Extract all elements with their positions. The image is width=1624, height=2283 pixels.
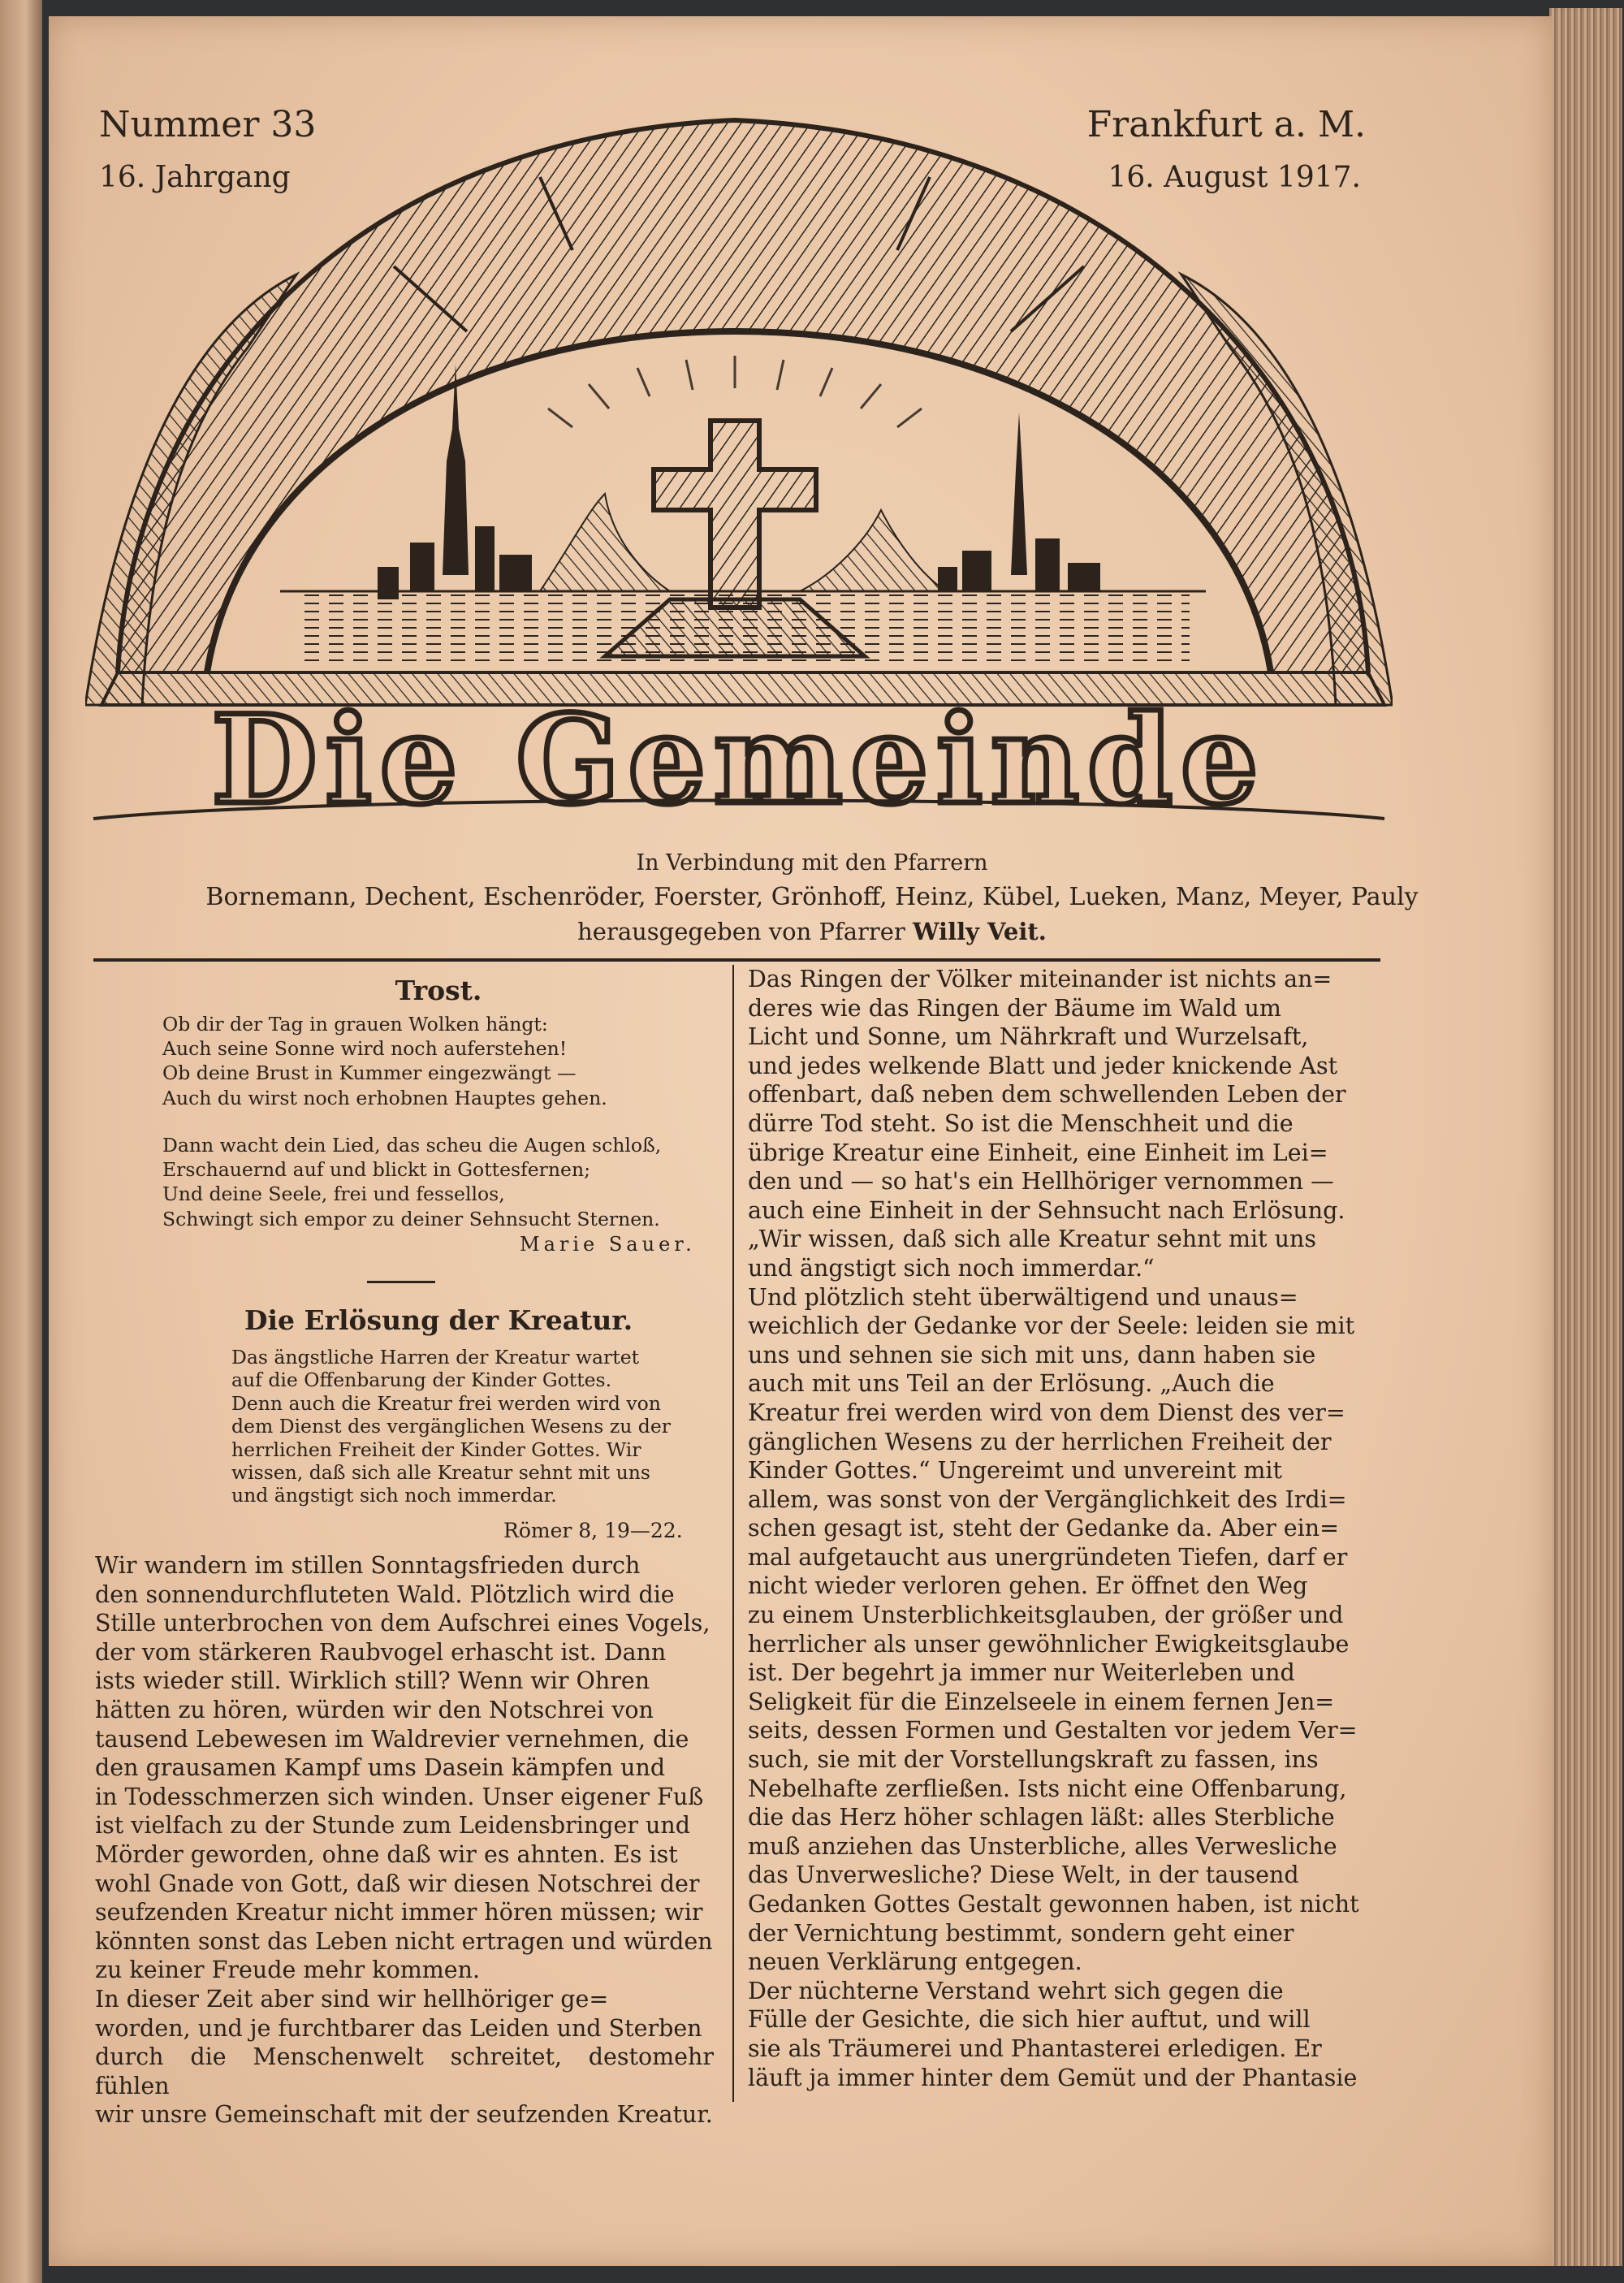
city-skyline-right bbox=[938, 413, 1100, 591]
column-divider bbox=[732, 965, 734, 2102]
poem-author: Marie Sauer. bbox=[520, 1233, 696, 1256]
publication-place: Frankfurt a. M. bbox=[1086, 104, 1366, 145]
section-separator bbox=[367, 1281, 435, 1283]
article-motto: Das ängstliche Harren der Kreatur wartet auf die Offenbarung der Kinder Gottes. Denn auch die Kreatur frei werden wird von dem Dienst des vergänglichen Wesens zu der herrlichen Freiheit der Kinder Gottes. Wir wissen, daß sich alle Kreatur sehnt mit uns und ängstigt sich noch immerdar. bbox=[231, 1346, 671, 1507]
credits-editor-prefix: herausgegeben von Pfarrer bbox=[577, 918, 905, 945]
credits-line-1: In Verbindung mit den Pfarrern bbox=[636, 850, 988, 876]
issue-date: 16. August 1917. bbox=[1108, 161, 1361, 194]
book-page-edges bbox=[1549, 8, 1622, 2266]
masthead-illustration bbox=[85, 88, 1393, 851]
article-title: Die Erlösung der Kreatur. bbox=[244, 1304, 633, 1336]
masthead-title: Die Gemeinde bbox=[211, 689, 1267, 832]
motto-reference: Römer 8, 19—22. bbox=[503, 1519, 683, 1542]
previous-page-edge bbox=[0, 0, 42, 2283]
article-column-right: Das Ringen der Völker miteinander ist nichts an= deres wie das Ringen der Bäume im Wald um Licht und Sonne, um Nährkraft und Wurzelsaft, und jedes welkende Blatt und jeder knickende Ast offenbart, daß neben dem schwellenden Leben der dürre Tod steht. So ist die Menschheit und die übrige Kreatur eine Einheit, eine Einheit im Lei= den und — so hat's ein Hellhöriger vernommen — auch eine Einheit in der Sehnsucht nach Erlösung. „Wir wissen, daß sich alle Kreatur sehnt mit uns und ängstigt sich noch immerdar.“ Und plötzlich steht überwältigend und unaus= weichlich der Gedanke vor der Seele: leiden sie mit uns und sehnen sie sich mit uns, dann haben sie auch mit uns Teil an der Erlösung. „Auch die Kreatur frei werden wird von dem Dienst des ver= gänglichen Wesens zu der herrlichen Freiheit der Kinder Gottes.“ Ungereimt und unvereint mit allem, was sonst von der Vergänglichkeit des Irdi= schen gesagt ist, steht der Gedanke da. Aber ein= mal aufgetaucht aus unergründeten Tiefen, darf er nicht wieder verloren gehen. Er öffnet den Weg zu einem Unsterblichkeitsglauben, der größer und herrlicher als unser gewöhnlicher Ewigkeitsglaube ist. Der begehrt ja immer nur Weiterleben und Seligkeit für die Einzelseele in einem fernen Jen= seits, dessen Formen und Gestalten vor jedem Ver= such, sie mit der Vorstellungskraft zu fassen, ins Nebelhafte zerfließen. Ists nicht eine Offenbarung, die das Herz höher schlagen läßt: alles Sterbliche muß anziehen das Unsterbliche, alles Verwesliche das Unverwesliche? Diese Welt, in der tausend Gedanken Gottes Gestalt gewonnen haben, ist nicht der Vernichtung bestimmt, sondern geht einer neuen Verklärung entgegen. Der nüchterne Verstand wehrt sich gegen die Fülle der Gesichte, die sich hier auftut, und will sie als Träumerei und Phantasterei erledigen. Er läuft ja immer hinter dem Gemüt und der Phantasie bbox=[748, 966, 1359, 2091]
poem-stanza-2: Dann wacht dein Lied, das scheu die Augen schloß, Erschauernd auf und blickt in Gottesfernen; Und deine Seele, frei und fessellos, Schwingt sich empor zu deiner Sehnsucht Sternen. bbox=[162, 1134, 662, 1230]
cross-monument bbox=[605, 421, 865, 656]
credits-editor-line bbox=[0, 918, 1624, 945]
header-rule bbox=[93, 958, 1380, 962]
issue-number: Nummer 33 bbox=[99, 104, 317, 145]
poem-stanza-1: Ob dir der Tag in grauen Wolken hängt: Auch seine Sonne wird noch auferstehen! Ob deine Brust in Kummer eingezwängt — Auch du wirst noch erhobnen Hauptes gehen. bbox=[162, 1013, 607, 1109]
volume-year: 16. Jahrgang bbox=[99, 161, 291, 194]
editor-name: Willy Veit. bbox=[913, 918, 1047, 945]
article-column-left: Wir wandern im stillen Sonntagsfrieden durch den sonnendurchfluteten Wald. Plötzlich wird die Stille unterbrochen von dem Aufschrei eines Vogels, der vom stärkeren Raubvogel erhascht ist. Dann ists wieder still. Wirklich still? Wenn wir Ohren hätten zu hören, würden wir den Notschrei von tausend Lebewesen im Waldrevier vernehmen, die den grausamen Kampf ums Dasein kämpfen und in Todesschmerzen sich winden. Unser eigener Fuß ist vielfach zu der Stunde zum Leidensbringer und Mörder geworden, ohne daß wir es ahnten. Es ist wohl Gnade von Gott, daß wir diesen Notschrei der seufzenden Kreatur nicht immer hören müssen; wir könnten sonst das Leben nicht ertragen und würden zu keiner Freude mehr kommen. In dieser Zeit aber sind wir hellhöriger ge= worden, und je furchtbarer das Leiden und Sterben durch die Menschenwelt schreitet, destomehr fühlen wir unsre Gemeinschaft mit der seufzenden Kreatur. bbox=[95, 1552, 714, 2129]
credits-pastors: Bornemann, Dechent, Eschenröder, Foerster, Grönhoff, Heinz, Kübel, Lueken, Manz, Meyer, Pauly bbox=[205, 883, 1419, 911]
poem-title: Trost. bbox=[395, 975, 482, 1006]
